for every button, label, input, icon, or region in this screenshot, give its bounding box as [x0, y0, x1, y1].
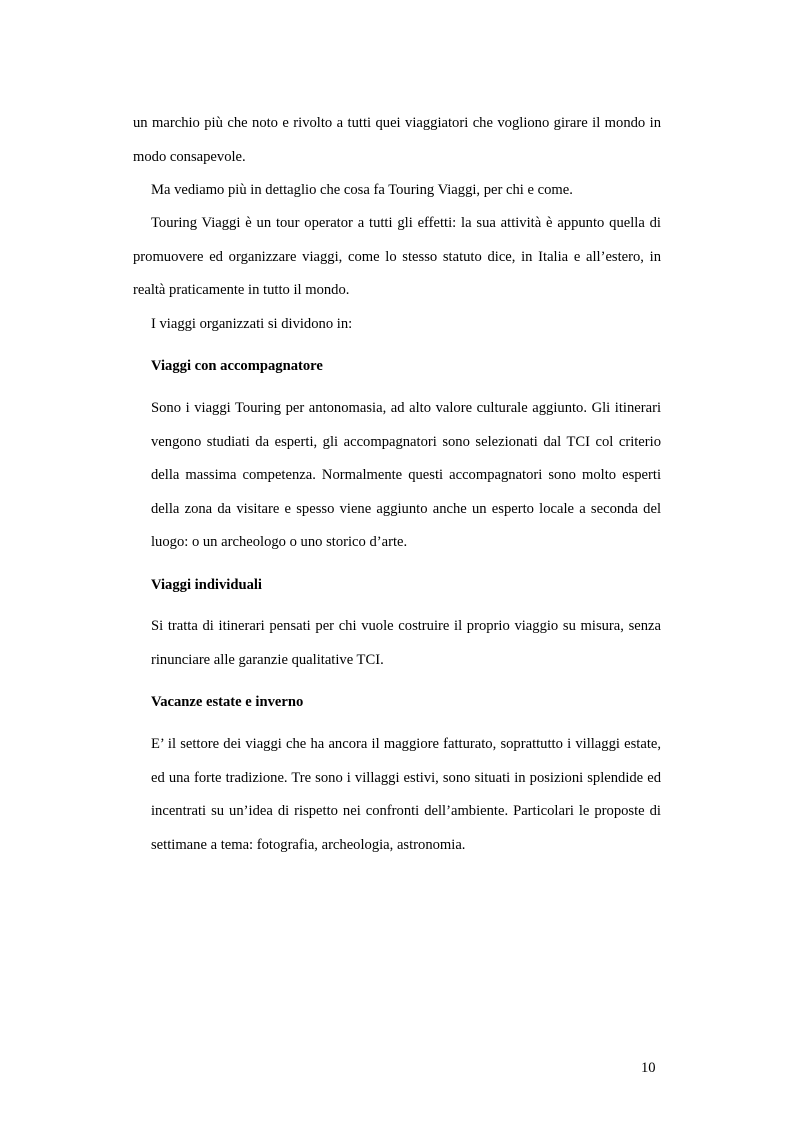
page-number: 10	[641, 1060, 656, 1076]
activity-paragraph: Touring Viaggi è un tour operator a tutti gli effetti: la sua attività è appunto quella di promuovere ed organizzare viaggi, come lo stesso statuto dice, in Italia e all’estero, in realtà praticamente in tutto il mondo.	[133, 215, 661, 299]
section-heading-accompagnatore: Viaggi con accompagnatore	[151, 358, 323, 374]
section-heading-individuali: Viaggi individuali	[151, 577, 262, 593]
question-paragraph: Ma vediamo più in dettaglio che cosa fa Touring Viaggi, per chi e come.	[151, 182, 573, 198]
section-body-accompagnatore: Sono i viaggi Touring per antonomasia, ad alto valore culturale aggiunto. Gli itinerari vengono studiati da esperti, gli accompagnatori sono selezionati dal TCI col criterio della massima competenza. Normalmente questi accompagnatori sono molto esperti della zona da visitare e spesso viene aggiunto anche un esperto locale a seconda del luogo: o un archeologo o uno storico d’arte.	[151, 400, 661, 551]
intro-paragraph: un marchio più che noto e rivolto a tutti quei viaggiatori che vogliono girare il mondo in modo consapevole.	[133, 115, 661, 165]
section-heading-vacanze: Vacanze estate e inverno	[151, 694, 304, 710]
section-body-vacanze: E’ il settore dei viaggi che ha ancora il maggiore fatturato, soprattutto i villaggi estate, ed una forte tradizione. Tre sono i villaggi estivi, sono situati in posizioni splendide ed incentrati su un’idea di rispetto nei confronti dell’ambiente. Particolari le proposte di settimane a tema: fotografia, archeologia, astronomia.	[151, 736, 661, 853]
section-body-individuali: Si tratta di itinerari pensati per chi vuole costruire il proprio viaggio su misura, senza rinunciare alle garanzie qualitative TCI.	[151, 618, 661, 668]
division-intro-paragraph: I viaggi organizzati si dividono in:	[151, 316, 353, 332]
